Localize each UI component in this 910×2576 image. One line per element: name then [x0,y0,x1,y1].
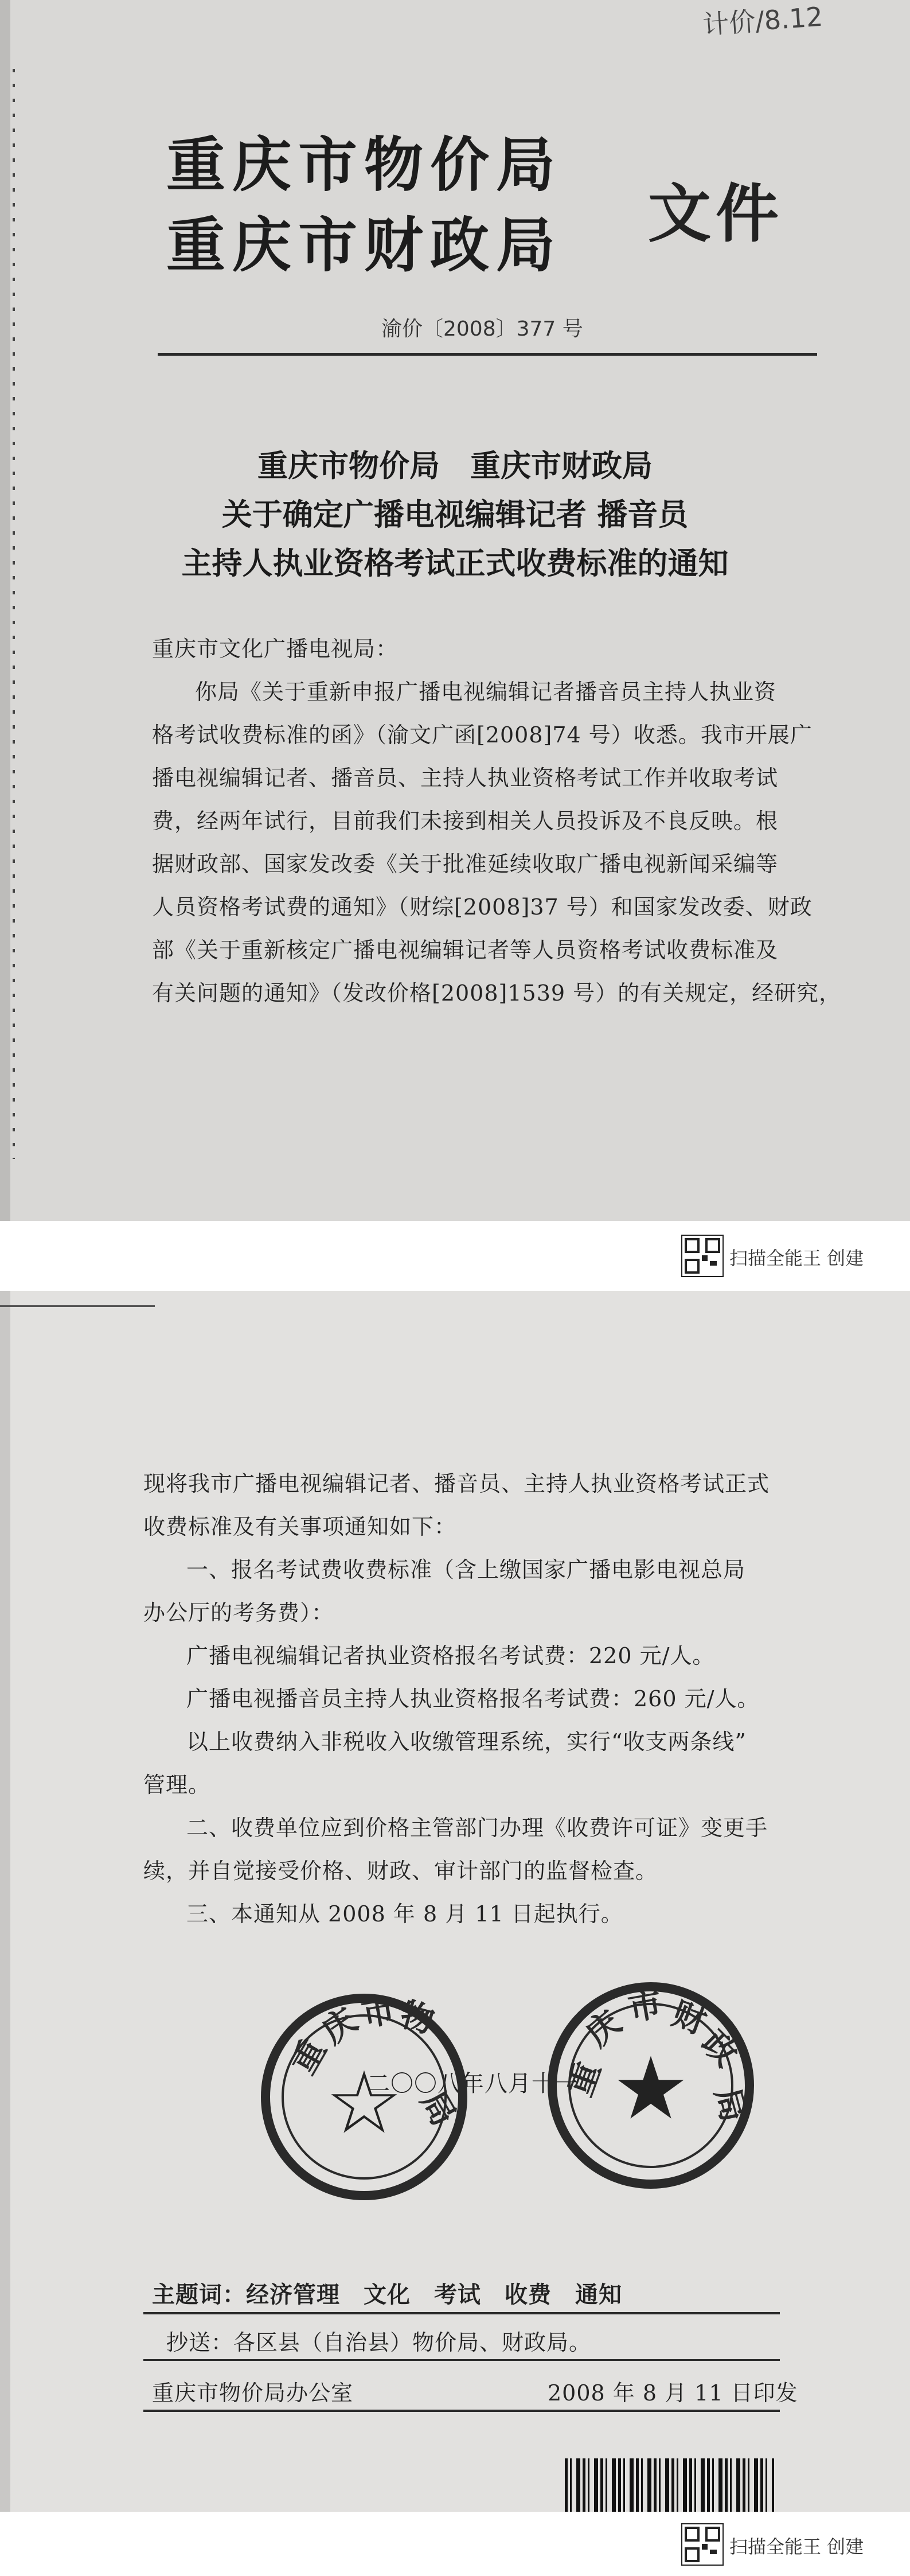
page-edge-shadow [0,0,10,1221]
notice-title-line-2: 关于确定广播电视编辑记者 播音员 [221,497,689,532]
page-edge-shadow [0,1291,10,2512]
document-heading-wenjian: 文件 [648,177,783,251]
notice-title-line-1: 重庆市物价局 重庆市财政局 [257,448,653,484]
seal-text: 重 [283,2032,334,2081]
body-line: 人员资格考试费的通知》（财综[2008]37 号）和国家发改委、财政 [152,894,813,920]
body-line: 费，经两年试行，目前我们未接到相关人员投诉及不良反映。根 [152,808,779,834]
scan-watermark-label: 扫描全能王 创建 [729,1247,864,1269]
scan-watermark-bar [0,2512,910,2576]
recipient: 重庆市文化广播电视局： [152,636,399,661]
binding-holes [13,69,15,1159]
star-icon: ★ [612,2039,690,2139]
fee-line-editor: 广播电视编辑记者执业资格报名考试费：220 元/人。 [186,1643,715,1668]
seal-text: 局 [413,2084,464,2133]
edge-mark [0,1305,155,1307]
body-line: 管理。 [143,1772,211,1797]
handwritten-note: 计价/8.12 [701,1,824,41]
footer-rule [143,2359,780,2361]
body-line: 二、收费单位应到价格主管部门办理《收费许可证》变更手 [186,1815,768,1840]
seal-text: 局 [707,2083,754,2126]
body-line: 据财政部、国家发改委《关于批准延续收取广播电视新闻采编等 [152,851,779,877]
seal-text: 市 [358,1990,399,2034]
scan-watermark-bar [0,1221,910,1291]
body-line: 续，并自觉接受价格、财政、审计部门的监督检查。 [143,1858,658,1884]
footer-rule [143,2312,780,2314]
seal-text: 庆 [314,2000,365,2052]
body-line: 一、报名考试费收费标准（含上缴国家广播电影电视总局 [186,1557,746,1582]
body-line: 播电视编辑记者、播音员、主持人执业资格考试工作并收取考试 [152,765,779,791]
red-head-rule [158,353,817,356]
footer-rule [143,2410,780,2412]
qr-code-icon [681,1235,724,1277]
body-line: 现将我市广播电视编辑记者、播音员、主持人执业资格考试正式 [143,1471,770,1496]
document-page-2 [0,1291,910,2512]
fee-line-announcer: 广播电视播音员主持人执业资格报名考试费：260 元/人。 [186,1686,760,1711]
seal-text: 财 [667,1993,712,2042]
document-page-1 [0,0,910,1221]
document-number: 渝价〔2008〕377 号 [381,317,583,341]
issuing-office: 重庆市物价局办公室 [152,2380,354,2406]
seal-text: 物 [396,1994,439,2041]
body-line: 有关问题的通知》（发改价格[2008]1539 号）的有关规定，经研究， [152,980,842,1006]
issue-date: 二〇〇八年八月十一 [367,2071,579,2097]
body-line: 收费标准及有关事项通知如下： [143,1514,457,1539]
notice-title-line-3: 主持人执业资格考试正式收费标准的通知 [181,546,729,581]
qr-code-icon [681,2523,724,2566]
subject-keywords: 主题词：经济管理 文化 考试 收费 通知 [152,2281,622,2308]
star-icon: ☆ [325,2053,403,2153]
seal-text: 庆 [578,2003,629,2054]
scan-watermark-label: 扫描全能王 创建 [729,2536,864,2558]
issuer-name-2: 重庆市财政局 [166,211,562,280]
print-date: 2008 年 8 月 11 日印发 [548,2380,798,2406]
body-line: 部《关于重新核定广播电视编辑记者等人员资格考试收费标准及 [152,937,779,963]
cc-line: 抄送：各区县（自治县）物价局、财政局。 [166,2330,592,2355]
body-line: 格考试收费标准的函》（渝文广函[2008]74 号）收悉。我市开展广 [152,722,813,748]
seal-text: 政 [694,2022,746,2075]
seal-text: 重 [560,2056,608,2102]
body-line: 以上收费纳入非税收入收缴管理系统，实行“收支两条线” [186,1729,747,1754]
effective-date-line: 三、本通知从 2008 年 8 月 11 日起执行。 [186,1901,623,1927]
body-line: 你局《关于重新申报广播电视编辑记者播音员主持人执业资 [195,679,777,705]
issuer-name-1: 重庆市物价局 [166,130,562,200]
seal-text: 市 [625,1984,665,2029]
barcode-image [565,2458,774,2512]
body-line: 办公厅的考务费）： [143,1600,334,1625]
